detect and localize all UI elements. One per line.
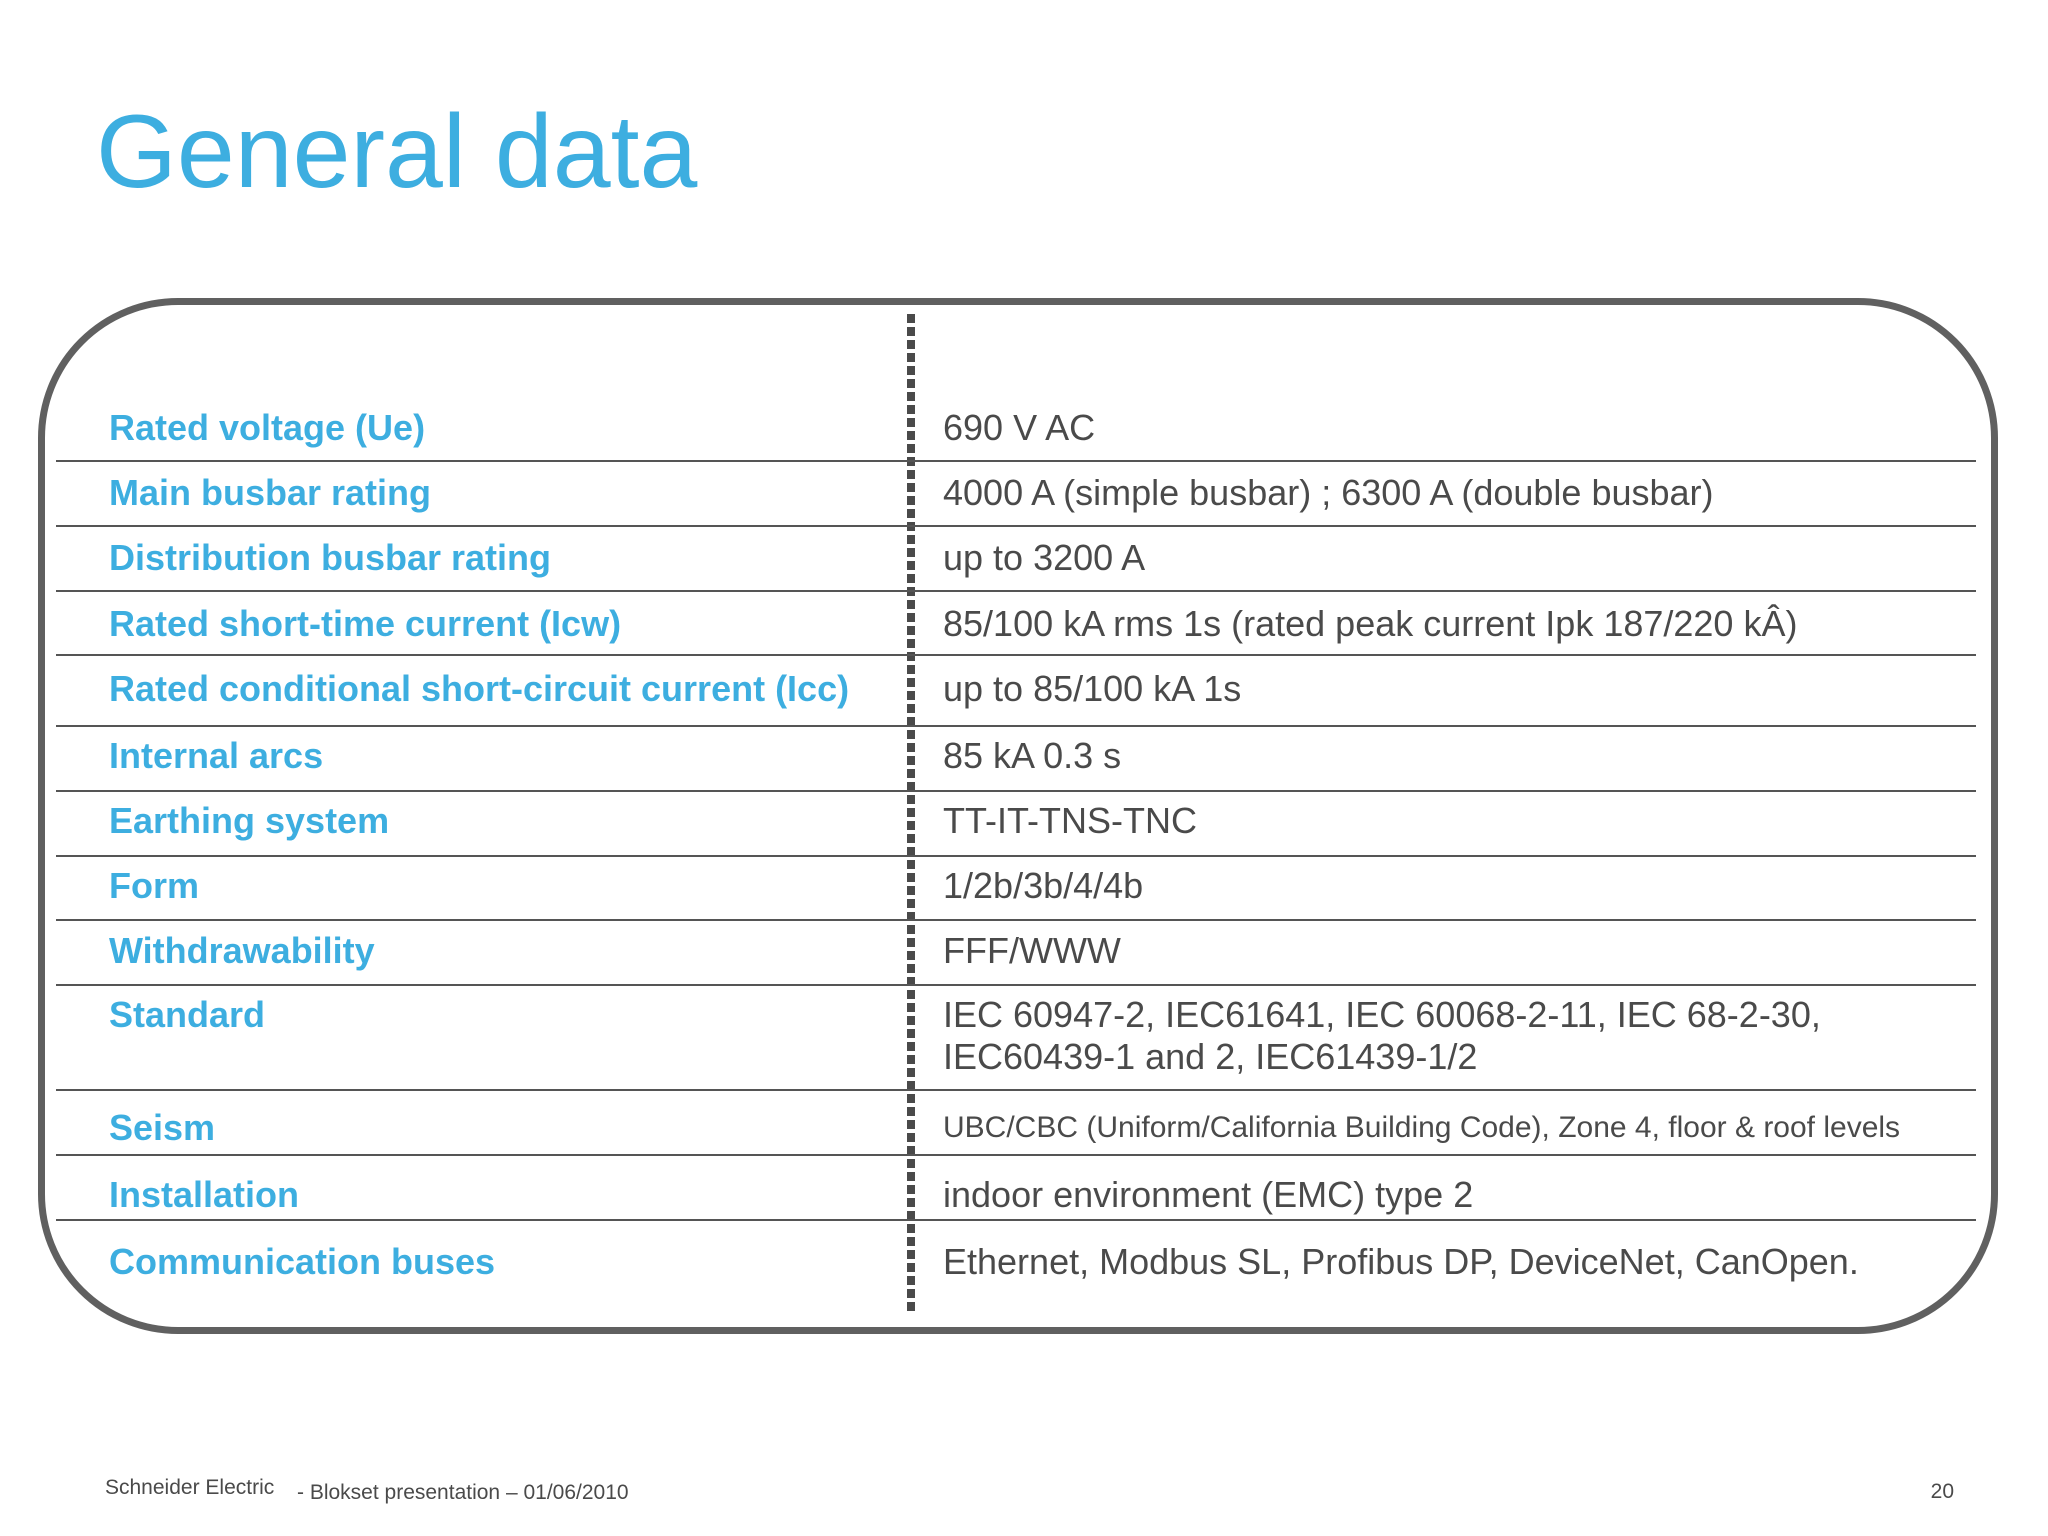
table-row [56, 462, 1976, 527]
row-label: Standard [109, 994, 266, 1035]
row-label: Internal arcs [109, 735, 324, 776]
table-row [56, 527, 1976, 592]
table-row [56, 727, 1976, 792]
table-row [56, 986, 1976, 1091]
row-label: Withdrawability [109, 930, 375, 971]
row-value: FFF/WWW [943, 930, 1121, 971]
row-value: TT-IT-TNS-TNC [943, 800, 1197, 841]
table-row [56, 404, 1976, 462]
footer-presentation: - Blokset presentation – 01/06/2010 [297, 1481, 629, 1504]
row-label: Distribution busbar rating [109, 537, 552, 578]
row-label: Installation [109, 1174, 300, 1215]
row-label: Earthing system [109, 800, 390, 841]
row-value: UBC/CBC (Uniform/California Building Code), Zone 4, floor & roof levels [943, 1111, 1901, 1144]
table-row [56, 656, 1976, 727]
table-row [56, 1091, 1976, 1156]
slide-title: General data [96, 94, 698, 210]
row-value-line1: IEC 60947-2, IEC61641, IEC 60068-2-11, IEC 68-2-30, [943, 994, 1821, 1035]
row-label: Rated conditional short-circuit current (Icc) [109, 668, 850, 709]
page-number: 20 [1930, 1480, 1954, 1503]
row-label: Rated voltage (Ue) [109, 407, 426, 448]
row-value: 4000 A (simple busbar) ; 6300 A (double busbar) [943, 472, 1714, 513]
table-row [56, 857, 1976, 921]
row-label: Seism [109, 1107, 216, 1148]
row-value: Ethernet, Modbus SL, Profibus DP, DeviceNet, CanOpen. [943, 1241, 1859, 1282]
footer-company: Schneider Electric [105, 1476, 275, 1499]
table-row [56, 592, 1976, 656]
table-row [56, 921, 1976, 986]
row-label: Form [109, 865, 199, 906]
row-value: up to 3200 A [943, 537, 1146, 578]
table-row [56, 1156, 1976, 1221]
row-value: 85/100 kA rms 1s (rated peak current Ipk 187/220 kÂ) [943, 603, 1798, 644]
row-value: 690 V AC [943, 407, 1096, 448]
table-row [56, 1221, 1976, 1286]
row-value: 85 kA 0.3 s [943, 735, 1122, 776]
row-value: up to 85/100 kA 1s [943, 668, 1242, 709]
row-value-line2: IEC60439-1 and 2, IEC61439-1/2 [943, 1036, 1478, 1077]
row-label: Rated short-time current (Icw) [109, 603, 622, 644]
row-value: indoor environment (EMC) type 2 [943, 1174, 1474, 1215]
row-label: Communication buses [109, 1241, 496, 1282]
row-label: Main busbar rating [109, 472, 432, 513]
row-value: 1/2b/3b/4/4b [943, 865, 1144, 906]
table-row [56, 792, 1976, 857]
